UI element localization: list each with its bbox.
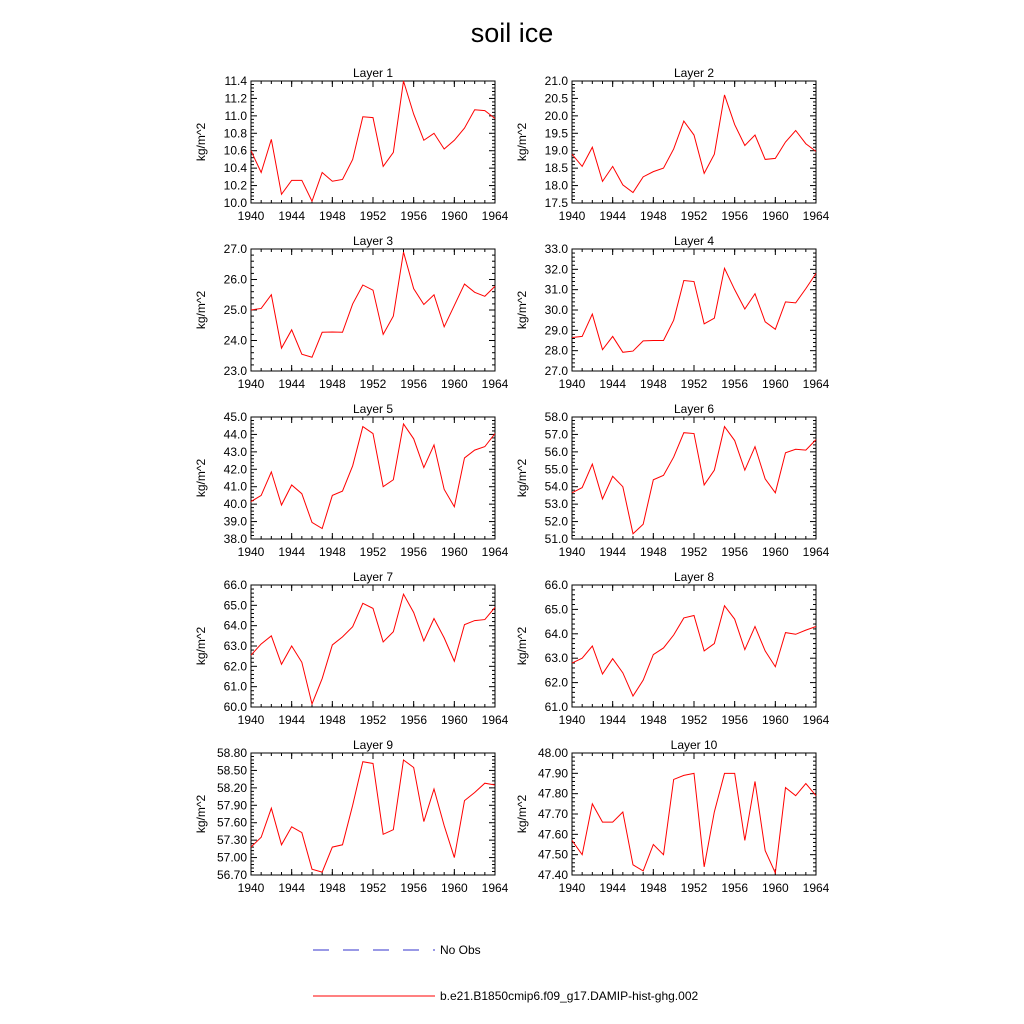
y-tick-label: 26.0 [223,272,247,287]
x-tick-label: 1952 [359,209,387,223]
y-tick-label: 23.0 [223,364,247,378]
y-tick-label: 57.0 [544,427,568,442]
y-tick-label: 47.70 [537,807,568,821]
series-line [251,760,495,872]
y-tick-label: 51.0 [544,532,568,546]
y-tick-label: 11.0 [224,108,247,123]
y-tick-label: 10.4 [223,161,247,176]
x-tick-label: 1948 [318,377,346,391]
y-tick-label: 41.0 [223,479,247,494]
x-tick-label: 1960 [440,377,468,391]
y-tick-label: 65.0 [544,602,568,617]
x-tick-label: 1964 [481,713,509,727]
panel-5 [194,402,509,559]
x-tick-label: 1952 [359,881,387,895]
y-tick-label: 19.0 [544,143,568,158]
legend [313,943,698,1003]
y-tick-label: 58.50 [216,763,247,778]
x-tick-label: 1960 [761,545,789,559]
x-tick-label: 1964 [481,545,509,559]
y-axis-label: kg/m^2 [194,458,208,498]
y-tick-label: 55.0 [544,462,568,477]
y-tick-label: 62.0 [544,675,568,690]
x-tick-label: 1952 [680,545,708,559]
panel-4 [515,234,830,391]
panel-2 [515,66,830,223]
y-tick-label: 60.0 [223,700,247,714]
y-tick-label: 27.0 [544,364,568,378]
x-tick-label: 1960 [440,209,468,223]
x-tick-label: 1948 [639,377,667,391]
y-tick-label: 47.50 [537,847,568,862]
x-tick-label: 1944 [278,545,306,559]
y-tick-label: 31.0 [544,282,568,297]
y-tick-label: 47.60 [537,827,568,842]
y-tick-label: 45.0 [223,410,247,424]
y-tick-label: 10.0 [223,196,247,210]
y-tick-label: 21.0 [544,74,568,88]
plot-frame [572,753,816,875]
x-tick-label: 1944 [599,881,627,895]
panel-title: Layer 9 [352,738,394,752]
x-tick-label: 1960 [440,713,468,727]
x-tick-label: 1964 [802,545,830,559]
y-tick-label: 18.0 [544,178,568,193]
series-line [572,427,816,534]
x-tick-label: 1956 [400,377,428,391]
x-tick-label: 1948 [639,209,667,223]
y-tick-label: 58.0 [544,410,568,424]
main-title: soil ice [470,18,554,48]
y-tick-label: 48.00 [537,746,568,760]
series-line [572,606,816,696]
y-tick-label: 44.0 [223,427,247,442]
x-tick-label: 1952 [680,713,708,727]
y-tick-label: 28.0 [544,343,568,358]
x-tick-label: 1948 [639,713,667,727]
y-axis-label: kg/m^2 [194,122,208,162]
x-tick-label: 1964 [481,377,509,391]
panel-7 [194,570,509,727]
series-line [251,594,495,704]
y-tick-label: 47.80 [537,786,568,801]
x-tick-label: 1940 [558,881,586,895]
x-tick-label: 1940 [237,713,265,727]
legend-label-model: b.e21.B1850cmip6.f09_g17.DAMIP-hist-ghg.002 [440,989,699,1003]
x-tick-label: 1960 [761,377,789,391]
y-tick-label: 42.0 [223,462,247,477]
x-tick-label: 1960 [440,881,468,895]
x-tick-label: 1960 [440,545,468,559]
x-tick-label: 1960 [761,209,789,223]
x-tick-label: 1948 [318,713,346,727]
y-axis-label: kg/m^2 [515,626,529,666]
y-axis-label: kg/m^2 [515,458,529,498]
y-axis-label: kg/m^2 [515,290,529,330]
panel-title: Layer 6 [673,402,715,416]
y-tick-label: 57.00 [216,850,247,865]
x-tick-label: 1944 [278,881,306,895]
x-tick-label: 1940 [237,209,265,223]
panel-title: Layer 7 [352,570,394,584]
y-tick-label: 43.0 [223,444,247,459]
y-tick-label: 32.0 [544,262,568,277]
plot-frame [251,753,495,875]
x-tick-label: 1948 [639,545,667,559]
panel-title: Layer 8 [673,570,715,584]
panels [194,66,830,895]
y-tick-label: 64.0 [544,626,568,641]
y-tick-label: 29.0 [544,323,568,338]
x-tick-label: 1964 [802,713,830,727]
series-line [251,81,495,201]
y-tick-label: 38.0 [223,532,247,546]
x-tick-label: 1940 [237,881,265,895]
panel-9 [194,738,509,895]
panel-title: Layer 5 [352,402,394,416]
x-tick-label: 1944 [278,713,306,727]
y-tick-label: 56.70 [216,868,247,882]
y-tick-label: 20.5 [544,91,568,106]
x-tick-label: 1944 [278,377,306,391]
x-tick-label: 1956 [721,713,749,727]
x-tick-label: 1960 [761,881,789,895]
plot-frame [251,249,495,371]
x-tick-label: 1944 [599,545,627,559]
x-tick-label: 1940 [558,377,586,391]
x-tick-label: 1952 [680,377,708,391]
y-tick-label: 10.8 [223,126,247,141]
y-tick-label: 17.5 [544,196,568,210]
x-tick-label: 1940 [558,713,586,727]
y-tick-label: 10.2 [223,178,247,193]
y-tick-label: 27.0 [223,242,247,256]
y-tick-label: 61.0 [544,700,568,714]
x-tick-label: 1952 [359,377,387,391]
y-tick-label: 58.20 [216,780,247,795]
panel-title: Layer 10 [670,738,718,752]
series-line [572,268,816,352]
plot-frame [572,81,816,203]
series-line [251,252,495,357]
plot-frame [572,585,816,707]
x-tick-label: 1944 [599,209,627,223]
x-tick-label: 1948 [318,209,346,223]
x-tick-label: 1952 [680,881,708,895]
y-tick-label: 58.80 [216,746,247,760]
x-tick-label: 1944 [599,377,627,391]
y-tick-label: 61.0 [223,679,247,694]
y-tick-label: 66.0 [223,578,247,592]
y-tick-label: 24.0 [223,333,247,348]
x-tick-label: 1952 [359,713,387,727]
y-axis-label: kg/m^2 [515,794,529,834]
y-axis-label: kg/m^2 [194,290,208,330]
x-tick-label: 1960 [761,713,789,727]
y-tick-label: 47.90 [537,766,568,781]
y-tick-label: 20.0 [544,108,568,123]
x-tick-label: 1964 [481,209,509,223]
y-tick-label: 25.0 [223,303,247,317]
x-tick-label: 1956 [721,545,749,559]
y-tick-label: 19.5 [544,126,568,141]
x-tick-label: 1952 [680,209,708,223]
y-tick-label: 10.6 [223,143,247,158]
panel-title: Layer 1 [352,66,394,80]
y-tick-label: 63.0 [544,651,568,666]
x-tick-label: 1956 [400,713,428,727]
y-tick-label: 33.0 [544,242,568,256]
series-line [572,773,816,873]
panel-3 [194,234,509,391]
y-tick-label: 47.40 [537,868,568,882]
y-tick-label: 64.0 [223,618,247,633]
y-tick-label: 30.0 [544,303,568,317]
y-tick-label: 39.0 [223,514,247,529]
y-tick-label: 54.0 [544,479,568,494]
plot-frame [572,249,816,371]
x-tick-label: 1956 [400,881,428,895]
x-tick-label: 1940 [237,545,265,559]
y-axis-label: kg/m^2 [515,122,529,162]
x-tick-label: 1952 [359,545,387,559]
x-tick-label: 1956 [721,881,749,895]
y-tick-label: 62.0 [223,659,247,674]
y-tick-label: 52.0 [544,514,568,529]
y-axis-label: kg/m^2 [194,626,208,666]
y-tick-label: 56.0 [544,444,568,459]
panel-8 [515,570,830,727]
y-tick-label: 18.5 [544,161,568,176]
x-tick-label: 1956 [400,545,428,559]
panel-10 [515,738,830,895]
x-tick-label: 1944 [278,209,306,223]
y-axis-label: kg/m^2 [194,794,208,834]
y-tick-label: 11.4 [224,74,247,88]
y-tick-label: 65.0 [223,598,247,613]
panel-title: Layer 3 [352,234,394,248]
y-tick-label: 40.0 [223,497,247,512]
plot-frame [251,81,495,203]
panel-6 [515,402,830,559]
y-tick-label: 57.30 [216,833,247,848]
panel-title: Layer 2 [673,66,715,80]
x-tick-label: 1948 [318,881,346,895]
x-tick-label: 1948 [318,545,346,559]
y-tick-label: 53.0 [544,497,568,512]
x-tick-label: 1956 [400,209,428,223]
panel-1 [194,66,509,223]
panel-title: Layer 4 [673,234,715,248]
x-tick-label: 1964 [481,881,509,895]
x-tick-label: 1956 [721,209,749,223]
x-tick-label: 1964 [802,377,830,391]
x-tick-label: 1948 [639,881,667,895]
y-tick-label: 11.2 [224,91,247,106]
legend-label-no-obs: No Obs [440,943,481,957]
y-tick-label: 66.0 [544,578,568,592]
y-tick-label: 57.90 [216,798,247,813]
series-line [572,95,816,193]
y-tick-label: 57.60 [216,815,247,830]
x-tick-label: 1964 [802,209,830,223]
series-line [251,424,495,529]
x-tick-label: 1944 [599,713,627,727]
x-tick-label: 1964 [802,881,830,895]
x-tick-label: 1940 [237,377,265,391]
x-tick-label: 1940 [558,545,586,559]
x-tick-label: 1940 [558,209,586,223]
y-tick-label: 63.0 [223,639,247,653]
x-tick-label: 1956 [721,377,749,391]
